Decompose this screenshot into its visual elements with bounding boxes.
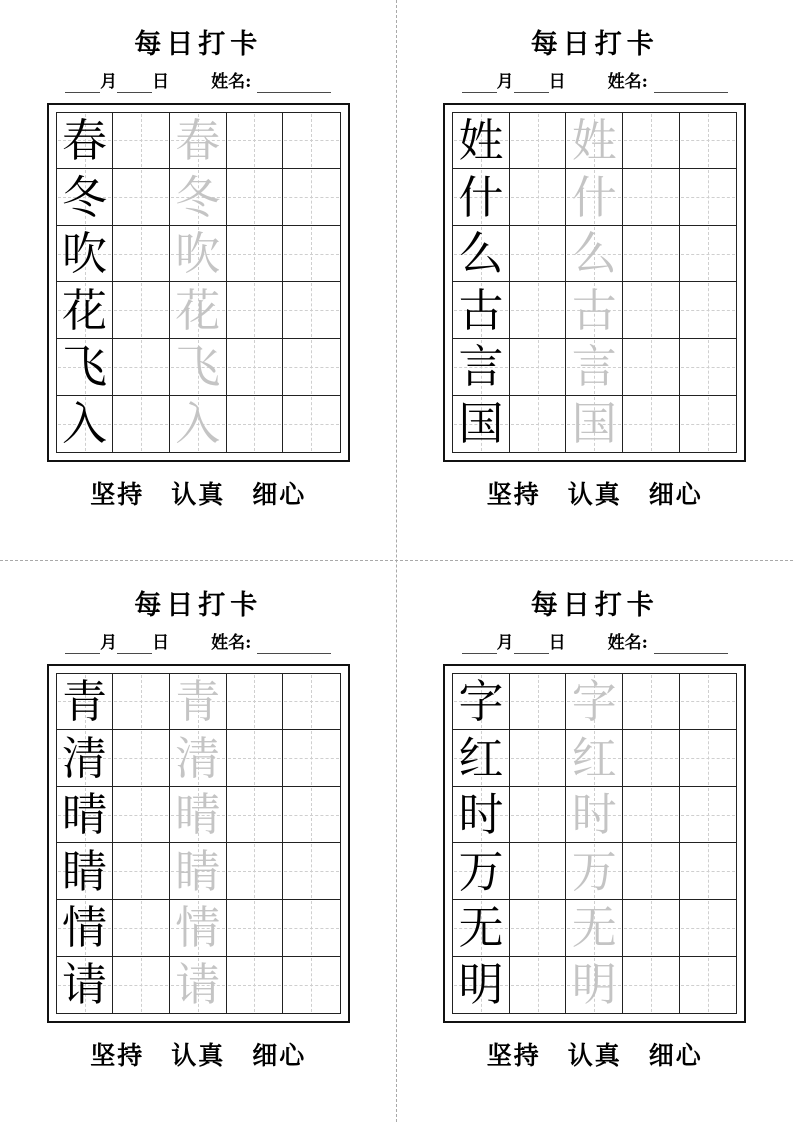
date-name-line bbox=[65, 630, 331, 654]
month-blank-field bbox=[462, 634, 497, 654]
motto-footer bbox=[90, 475, 306, 511]
motto-footer bbox=[90, 1036, 306, 1072]
practice-cell bbox=[566, 730, 623, 787]
trace-character: 明 bbox=[571, 958, 617, 1012]
trace-character: 清 bbox=[175, 731, 221, 785]
month-blank-field bbox=[462, 73, 497, 93]
practice-cell bbox=[453, 957, 510, 1014]
practice-cell bbox=[57, 396, 114, 453]
motto-word: 坚持 bbox=[90, 480, 145, 510]
month-label: 月 bbox=[100, 633, 118, 654]
practice-cell bbox=[453, 282, 510, 339]
practice-cell bbox=[566, 169, 623, 226]
trace-character: 入 bbox=[175, 397, 221, 451]
day-label: 日 bbox=[152, 72, 170, 93]
practice-cell bbox=[113, 339, 170, 396]
practice-cell bbox=[283, 787, 340, 844]
practice-cell bbox=[680, 900, 737, 957]
model-character: 春 bbox=[62, 113, 108, 167]
practice-cell bbox=[283, 339, 340, 396]
card-title: 每日打卡 bbox=[134, 590, 263, 621]
practice-cell bbox=[680, 674, 737, 731]
model-character: 飞 bbox=[62, 340, 108, 394]
date-name-line bbox=[462, 630, 728, 654]
trace-character: 古 bbox=[571, 283, 617, 337]
practice-cell bbox=[170, 730, 227, 787]
practice-cell bbox=[566, 843, 623, 900]
practice-cell bbox=[453, 787, 510, 844]
practice-cell bbox=[566, 282, 623, 339]
practice-cell bbox=[170, 339, 227, 396]
practice-cell bbox=[623, 113, 680, 170]
model-character: 吹 bbox=[62, 227, 108, 281]
practice-cell bbox=[227, 787, 284, 844]
practice-cell bbox=[283, 226, 340, 283]
name-blank-field bbox=[654, 634, 728, 654]
motto-footer bbox=[487, 475, 703, 511]
practice-cell bbox=[283, 169, 340, 226]
practice-grid bbox=[47, 103, 350, 463]
practice-cell bbox=[227, 674, 284, 731]
cut-line-vertical bbox=[396, 0, 397, 1122]
trace-character: 言 bbox=[571, 340, 617, 394]
practice-cell bbox=[113, 730, 170, 787]
practice-cell bbox=[57, 900, 114, 957]
practice-cell bbox=[170, 900, 227, 957]
practice-cell bbox=[170, 226, 227, 283]
practice-cell bbox=[453, 674, 510, 731]
practice-cell bbox=[57, 282, 114, 339]
month-label: 月 bbox=[496, 72, 514, 93]
motto-footer bbox=[487, 1036, 703, 1072]
model-character: 万 bbox=[458, 844, 504, 898]
trace-character: 青 bbox=[175, 674, 221, 728]
practice-cell bbox=[57, 169, 114, 226]
date-name-line bbox=[65, 69, 331, 93]
practice-cell bbox=[623, 843, 680, 900]
practice-cell bbox=[623, 226, 680, 283]
practice-card bbox=[0, 0, 397, 561]
trace-character: 无 bbox=[571, 901, 617, 955]
practice-cell bbox=[680, 226, 737, 283]
trace-character: 春 bbox=[175, 113, 221, 167]
practice-cell bbox=[623, 900, 680, 957]
name-label: 姓名: bbox=[211, 633, 252, 654]
practice-cell bbox=[623, 957, 680, 1014]
model-character: 花 bbox=[62, 283, 108, 337]
motto-word: 认真 bbox=[171, 1041, 226, 1071]
practice-cell bbox=[227, 730, 284, 787]
trace-character: 冬 bbox=[175, 170, 221, 224]
practice-cell bbox=[170, 282, 227, 339]
practice-cell bbox=[283, 900, 340, 957]
practice-cell bbox=[680, 730, 737, 787]
model-character: 姓 bbox=[458, 113, 504, 167]
practice-cell bbox=[283, 396, 340, 453]
practice-cell bbox=[680, 396, 737, 453]
trace-character: 睛 bbox=[175, 844, 221, 898]
trace-character: 请 bbox=[175, 958, 221, 1012]
model-character: 古 bbox=[458, 283, 504, 337]
trace-character: 字 bbox=[571, 674, 617, 728]
practice-cell bbox=[170, 957, 227, 1014]
name-label: 姓名: bbox=[607, 72, 648, 93]
trace-character: 什 bbox=[571, 170, 617, 224]
practice-cell bbox=[510, 396, 567, 453]
practice-cell bbox=[113, 843, 170, 900]
motto-word: 认真 bbox=[567, 480, 622, 510]
motto-word: 认真 bbox=[171, 480, 226, 510]
practice-cell bbox=[227, 843, 284, 900]
trace-character: 时 bbox=[571, 788, 617, 842]
practice-cell bbox=[623, 339, 680, 396]
practice-cell bbox=[680, 113, 737, 170]
practice-cell bbox=[227, 226, 284, 283]
trace-character: 么 bbox=[571, 227, 617, 281]
day-blank-field bbox=[514, 634, 549, 654]
practice-cell bbox=[113, 396, 170, 453]
practice-cell bbox=[453, 339, 510, 396]
practice-cell bbox=[453, 730, 510, 787]
practice-cell bbox=[227, 957, 284, 1014]
practice-grid bbox=[443, 664, 746, 1024]
practice-cell bbox=[510, 169, 567, 226]
practice-cell bbox=[566, 900, 623, 957]
practice-cell bbox=[57, 113, 114, 170]
day-blank-field bbox=[117, 73, 152, 93]
practice-cell bbox=[680, 843, 737, 900]
practice-cell bbox=[113, 900, 170, 957]
month-label: 月 bbox=[496, 633, 514, 654]
practice-cell bbox=[170, 396, 227, 453]
model-character: 红 bbox=[458, 731, 504, 785]
model-character: 清 bbox=[62, 731, 108, 785]
practice-grid bbox=[47, 664, 350, 1024]
model-character: 时 bbox=[458, 788, 504, 842]
model-character: 冬 bbox=[62, 170, 108, 224]
motto-word: 细心 bbox=[252, 480, 307, 510]
model-character: 什 bbox=[458, 170, 504, 224]
practice-cell bbox=[227, 900, 284, 957]
trace-character: 花 bbox=[175, 283, 221, 337]
practice-cell bbox=[623, 730, 680, 787]
practice-cell bbox=[283, 730, 340, 787]
cut-line-horizontal bbox=[0, 560, 793, 561]
model-character: 么 bbox=[458, 227, 504, 281]
practice-cell bbox=[113, 674, 170, 731]
practice-cell bbox=[57, 957, 114, 1014]
motto-word: 坚持 bbox=[486, 1041, 541, 1071]
practice-card bbox=[0, 561, 397, 1122]
practice-cell bbox=[623, 674, 680, 731]
practice-cell bbox=[113, 169, 170, 226]
model-character: 字 bbox=[458, 674, 504, 728]
practice-cell bbox=[227, 113, 284, 170]
practice-cell bbox=[113, 787, 170, 844]
practice-card bbox=[397, 561, 793, 1122]
name-blank-field bbox=[654, 73, 728, 93]
practice-cell bbox=[566, 787, 623, 844]
practice-cell bbox=[170, 113, 227, 170]
practice-cell bbox=[170, 787, 227, 844]
month-label: 月 bbox=[100, 72, 118, 93]
month-blank-field bbox=[65, 634, 100, 654]
motto-word: 认真 bbox=[567, 1041, 622, 1071]
practice-grid-cells bbox=[452, 112, 737, 454]
practice-card bbox=[397, 0, 793, 561]
practice-cell bbox=[510, 339, 567, 396]
trace-character: 国 bbox=[571, 397, 617, 451]
practice-cell bbox=[453, 900, 510, 957]
practice-cell bbox=[453, 113, 510, 170]
practice-cell bbox=[566, 396, 623, 453]
practice-cell bbox=[283, 674, 340, 731]
practice-cell bbox=[566, 957, 623, 1014]
practice-cell bbox=[227, 339, 284, 396]
practice-cell bbox=[510, 226, 567, 283]
practice-cell bbox=[510, 900, 567, 957]
practice-cell bbox=[57, 843, 114, 900]
day-label: 日 bbox=[152, 633, 170, 654]
practice-cell bbox=[453, 169, 510, 226]
date-name-line bbox=[462, 69, 728, 93]
practice-cell bbox=[566, 113, 623, 170]
practice-cell bbox=[680, 169, 737, 226]
card-title: 每日打卡 bbox=[530, 29, 659, 60]
practice-cell bbox=[283, 843, 340, 900]
practice-grid-cells bbox=[56, 673, 341, 1015]
motto-word: 细心 bbox=[252, 1041, 307, 1071]
model-character: 晴 bbox=[62, 788, 108, 842]
practice-cell bbox=[680, 957, 737, 1014]
model-character: 请 bbox=[62, 958, 108, 1012]
practice-cell bbox=[566, 674, 623, 731]
name-label: 姓名: bbox=[607, 633, 648, 654]
practice-cell bbox=[623, 396, 680, 453]
practice-cell bbox=[510, 843, 567, 900]
model-character: 无 bbox=[458, 901, 504, 955]
practice-cell bbox=[170, 843, 227, 900]
practice-cell bbox=[283, 113, 340, 170]
trace-character: 吹 bbox=[175, 227, 221, 281]
practice-cell bbox=[113, 957, 170, 1014]
practice-cell bbox=[57, 730, 114, 787]
motto-word: 细心 bbox=[648, 1041, 703, 1071]
trace-character: 红 bbox=[571, 731, 617, 785]
practice-cell bbox=[453, 843, 510, 900]
motto-word: 坚持 bbox=[486, 480, 541, 510]
trace-character: 万 bbox=[571, 844, 617, 898]
practice-grid-cells bbox=[56, 112, 341, 454]
card-title: 每日打卡 bbox=[134, 29, 263, 60]
practice-cell bbox=[170, 169, 227, 226]
day-label: 日 bbox=[548, 72, 566, 93]
model-character: 国 bbox=[458, 397, 504, 451]
practice-cell bbox=[623, 282, 680, 339]
practice-cell bbox=[623, 169, 680, 226]
model-character: 睛 bbox=[62, 844, 108, 898]
motto-word: 坚持 bbox=[90, 1041, 145, 1071]
trace-character: 情 bbox=[175, 901, 221, 955]
practice-cell bbox=[510, 674, 567, 731]
day-blank-field bbox=[514, 73, 549, 93]
model-character: 入 bbox=[62, 397, 108, 451]
day-blank-field bbox=[117, 634, 152, 654]
practice-cell bbox=[57, 339, 114, 396]
practice-cell bbox=[680, 282, 737, 339]
practice-cell bbox=[680, 787, 737, 844]
model-character: 青 bbox=[62, 674, 108, 728]
practice-cell bbox=[510, 957, 567, 1014]
practice-cell bbox=[227, 282, 284, 339]
practice-cell bbox=[57, 226, 114, 283]
month-blank-field bbox=[65, 73, 100, 93]
practice-cell bbox=[113, 282, 170, 339]
trace-character: 晴 bbox=[175, 788, 221, 842]
card-title: 每日打卡 bbox=[530, 590, 659, 621]
model-character: 明 bbox=[458, 958, 504, 1012]
practice-cell bbox=[510, 730, 567, 787]
model-character: 情 bbox=[62, 901, 108, 955]
practice-cell bbox=[170, 674, 227, 731]
practice-cell bbox=[566, 339, 623, 396]
practice-cell bbox=[227, 396, 284, 453]
practice-cell bbox=[566, 226, 623, 283]
trace-character: 飞 bbox=[175, 340, 221, 394]
practice-cell bbox=[283, 957, 340, 1014]
practice-cell bbox=[453, 226, 510, 283]
practice-cell bbox=[283, 282, 340, 339]
name-blank-field bbox=[257, 73, 331, 93]
practice-cell bbox=[57, 787, 114, 844]
trace-character: 姓 bbox=[571, 113, 617, 167]
name-label: 姓名: bbox=[211, 72, 252, 93]
practice-cell bbox=[227, 169, 284, 226]
model-character: 言 bbox=[458, 340, 504, 394]
practice-cell bbox=[680, 339, 737, 396]
practice-cell bbox=[113, 113, 170, 170]
practice-cell bbox=[510, 787, 567, 844]
practice-cell bbox=[510, 282, 567, 339]
practice-cell bbox=[57, 674, 114, 731]
practice-cell bbox=[453, 396, 510, 453]
motto-word: 细心 bbox=[648, 480, 703, 510]
practice-cell bbox=[113, 226, 170, 283]
name-blank-field bbox=[257, 634, 331, 654]
practice-cell bbox=[510, 113, 567, 170]
practice-grid bbox=[443, 103, 746, 463]
day-label: 日 bbox=[548, 633, 566, 654]
practice-grid-cells bbox=[452, 673, 737, 1015]
practice-cell bbox=[623, 787, 680, 844]
